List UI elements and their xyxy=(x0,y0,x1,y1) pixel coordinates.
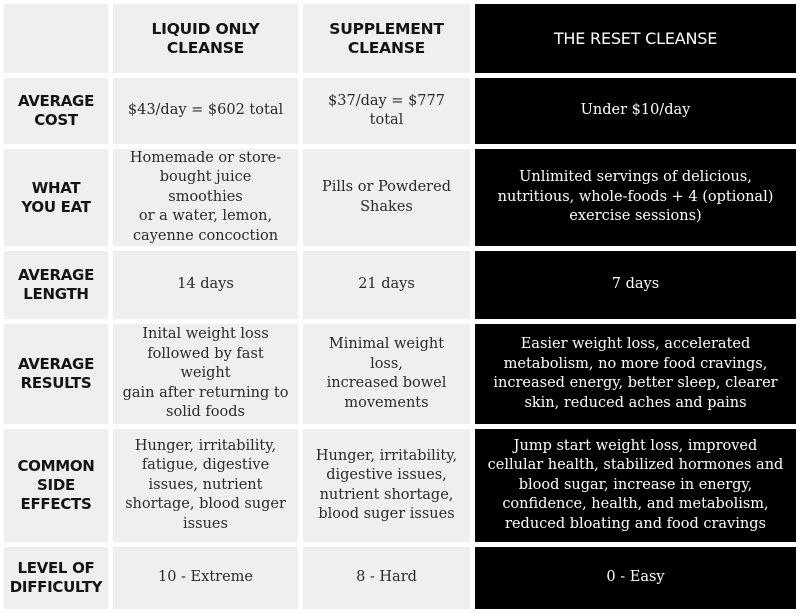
row-label-average-results xyxy=(4,324,108,424)
cell-text: Homemade or store- bought juice smoothies or a water, lemon, cayenne concoction xyxy=(129,149,282,244)
cell-text: 10 - Extreme xyxy=(157,569,253,586)
cell-text: Under $10/day xyxy=(580,102,691,119)
row-label-what-you-eat xyxy=(4,149,108,246)
cell-text: Pills or Powdered Shakes xyxy=(322,179,451,215)
cell-text: 14 days xyxy=(177,276,234,293)
cell-reset-what-you-eat xyxy=(475,149,796,246)
cell-text: 8 - Hard xyxy=(356,569,417,586)
cell-reset-average-cost xyxy=(475,78,796,144)
cell-liquid-average-results xyxy=(113,324,298,424)
cell-text: Jump start weight loss, improved cellular health, stabilized hormones and blood sugar, increase in energy, confidence, health, and metabolism, reduced bloating and food cravings xyxy=(487,437,784,532)
cell-text: 21 days xyxy=(358,276,415,293)
cell-text: 7 days xyxy=(611,276,660,293)
cell-text: Unlimited servings of delicious, nutritious, whole-foods + 4 (optional) exercise sessions) xyxy=(497,169,774,225)
row-label-level-of-difficulty xyxy=(4,547,108,609)
header-supplement-cleanse xyxy=(303,4,470,73)
row-label-average-length xyxy=(4,251,108,319)
row-label-common-side-effects xyxy=(4,429,108,542)
cell-text: 0 - Easy xyxy=(606,569,665,586)
row-label-text: LEVEL OF DIFFICULTY xyxy=(9,559,103,596)
cell-text: Hunger, irritability, fatigue, digestive issues, nutrient shortage, blood suger issues xyxy=(125,437,286,532)
cell-text: Inital weight loss followed by fast weight gain after returning to solid foods xyxy=(122,326,289,421)
header-reset-cleanse xyxy=(475,4,796,73)
cell-supplement-average-results xyxy=(303,324,470,424)
header-label: THE RESET CLEANSE xyxy=(553,29,718,48)
header-label: LIQUID ONLY CLEANSE xyxy=(151,19,260,57)
row-label-text: AVERAGE COST xyxy=(17,92,95,129)
row-label-text: COMMON SIDE EFFECTS xyxy=(17,457,95,513)
header-corner-cell xyxy=(4,4,108,73)
cell-reset-average-results xyxy=(475,324,796,424)
cell-supplement-average-cost xyxy=(303,78,470,144)
cell-reset-average-length xyxy=(475,251,796,319)
header-label: SUPPLEMENT CLEANSE xyxy=(329,19,444,57)
cell-supplement-average-length xyxy=(303,251,470,319)
row-label-text: AVERAGE RESULTS xyxy=(17,355,95,392)
cell-liquid-average-cost xyxy=(113,78,298,144)
cell-liquid-difficulty xyxy=(113,547,298,609)
cell-supplement-difficulty xyxy=(303,547,470,609)
cell-supplement-side-effects xyxy=(303,429,470,542)
cell-liquid-average-length xyxy=(113,251,298,319)
cell-text: $37/day = $777 total xyxy=(328,92,445,128)
row-label-average-cost xyxy=(4,78,108,144)
row-label-text: AVERAGE LENGTH xyxy=(17,266,95,303)
cell-liquid-side-effects xyxy=(113,429,298,542)
cell-reset-difficulty xyxy=(475,547,796,609)
cell-text: Hunger, irritability, digestive issues, nutrient shortage, blood suger issues xyxy=(315,447,458,522)
row-label-text: WHAT YOU EAT xyxy=(21,178,91,216)
cell-text: Easier weight loss, accelerated metabolism, no more food cravings, increased energy, better sleep, clearer skin, reduced aches and pains xyxy=(493,336,778,411)
cell-liquid-what-you-eat xyxy=(113,149,298,246)
header-liquid-only-cleanse xyxy=(113,4,298,73)
cell-reset-side-effects xyxy=(475,429,796,542)
cell-text: Minimal weight loss, increased bowel movements xyxy=(326,336,447,411)
cell-supplement-what-you-eat xyxy=(303,149,470,246)
cell-text: $43/day = $602 total xyxy=(127,102,284,119)
